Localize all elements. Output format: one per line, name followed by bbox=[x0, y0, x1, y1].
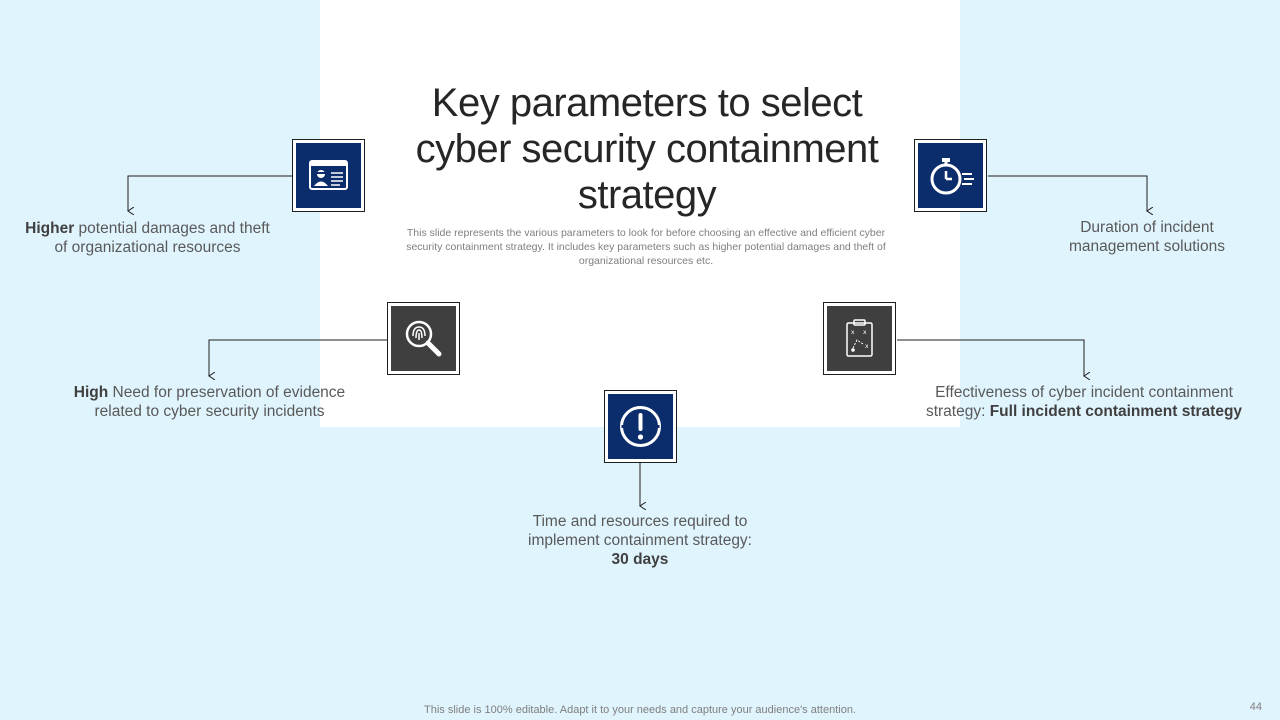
clock-alert-icon bbox=[608, 394, 673, 459]
parameter-2-label: High Need for preservation of evidence related to cyber security incidents bbox=[73, 384, 346, 420]
parameter-2-icon-box bbox=[387, 302, 460, 375]
parameter-4-label: Effectiveness of cyber incident containment strategy: Full incident containment strategy bbox=[925, 384, 1243, 420]
page-number: 44 bbox=[1249, 701, 1262, 713]
strategy-clipboard-icon bbox=[827, 306, 892, 371]
hacker-id-card-icon bbox=[296, 143, 361, 208]
parameter-3-icon-box bbox=[604, 390, 677, 463]
parameter-4-icon-box bbox=[823, 302, 896, 375]
connector-2 bbox=[209, 340, 387, 376]
connector-1 bbox=[128, 176, 292, 211]
svg-text:x: x bbox=[851, 329, 855, 336]
fingerprint-search-icon bbox=[391, 306, 456, 371]
svg-text:x: x bbox=[865, 343, 869, 350]
stopwatch-icon bbox=[918, 143, 983, 208]
svg-text:x: x bbox=[863, 329, 867, 336]
slide-subtitle: This slide represents the various parameters to look for before choosing an effective and efficient cyber security containment strategy. It includes key parameters such as higher potential damages and theft of organizational resources etc. bbox=[406, 227, 886, 267]
parameter-5-icon-box bbox=[914, 139, 987, 212]
parameter-3-label: Time and resources required to implement containment strategy: 30 days bbox=[528, 513, 752, 568]
parameter-5-label: Duration of incident management solutions bbox=[1069, 219, 1225, 255]
connector-5 bbox=[988, 176, 1147, 211]
parameter-1-icon-box bbox=[292, 139, 365, 212]
footer-note: This slide is 100% editable. Adapt it to your needs and capture your audience's attention. bbox=[424, 704, 856, 716]
connector-4 bbox=[897, 340, 1084, 376]
slide-title: Key parameters to select cyber security containment strategy bbox=[415, 81, 879, 217]
parameter-1-label: Higher potential damages and theft of organizational resources bbox=[25, 220, 270, 256]
